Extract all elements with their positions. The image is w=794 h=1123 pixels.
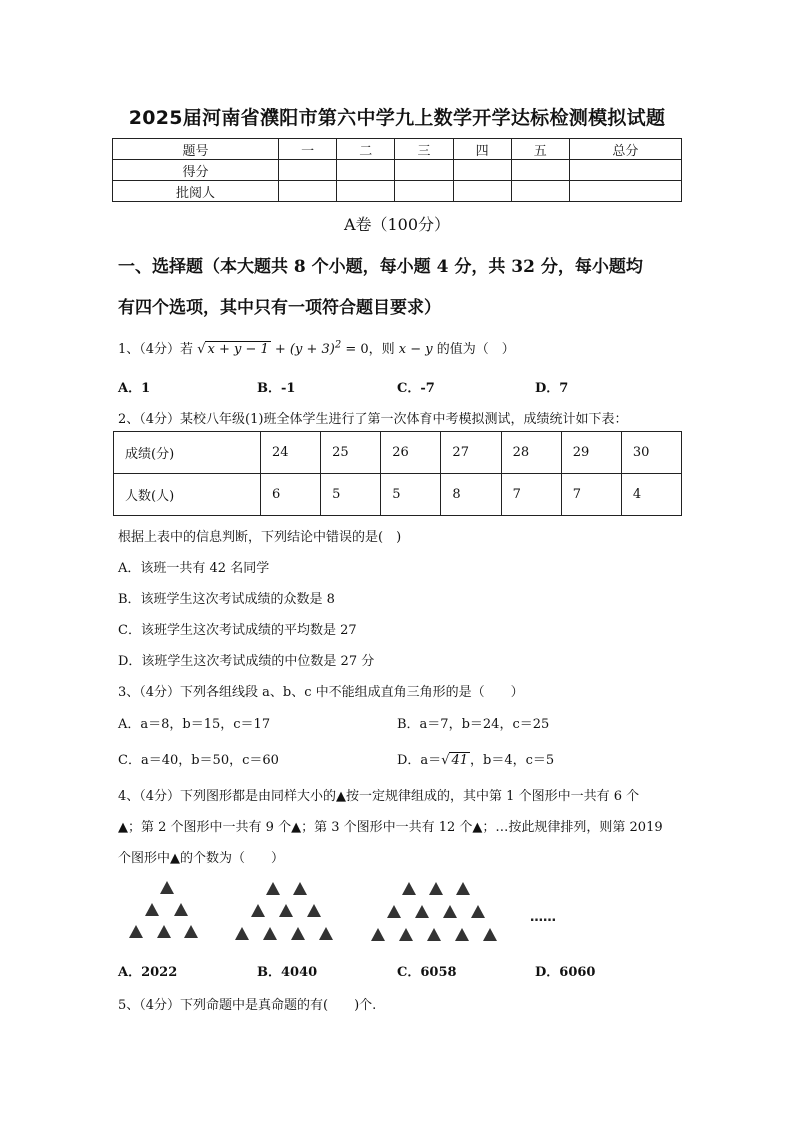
q3-option-d[interactable]: [397, 749, 554, 768]
triangle-icon: [291, 927, 305, 940]
question-3-stem: 3、（4分）下列各组线段 a、b、c 中不能组成直角三角形的是（ ）: [118, 685, 524, 700]
q2-option-b[interactable]: B．该班学生这次考试成绩的众数是 8: [118, 592, 335, 607]
triangle-icon: [455, 928, 469, 941]
grades-count-row: [114, 474, 682, 516]
q3-option-b[interactable]: B．a＝7，b＝24，c＝25: [397, 717, 550, 732]
score-header-cell: 题号: [113, 139, 279, 160]
q1-expression: x − y: [398, 342, 433, 357]
triangle-icon: [429, 882, 443, 895]
score-cell: [395, 160, 453, 181]
question-1-stem: [118, 338, 515, 357]
figures-ellipsis: ……: [530, 910, 556, 925]
score-cell: [279, 181, 337, 202]
question-4-line3: 个图形中▲的个数为（ ）: [118, 851, 284, 866]
triangle-icon: [263, 927, 277, 940]
triangle-pattern-figures: [118, 872, 588, 952]
triangle-icon: [279, 904, 293, 917]
score-header-cell: 一: [279, 139, 337, 160]
grades-cell: 24: [261, 432, 321, 474]
score-table-row: [113, 181, 682, 202]
grades-cell: 5: [321, 474, 381, 516]
triangle-icon: [402, 882, 416, 895]
q3-option-a[interactable]: A．a＝8，b＝15，c＝17: [118, 717, 271, 732]
triangle-icon: [471, 905, 485, 918]
grades-table: [113, 431, 682, 516]
score-header-cell: 四: [453, 139, 511, 160]
triangle-icon: [319, 927, 333, 940]
grades-cell: 25: [321, 432, 381, 474]
grades-row-label: 人数(人): [114, 474, 261, 516]
triangle-icon: [293, 882, 307, 895]
grades-cell: 26: [381, 432, 441, 474]
triangle-icon: [184, 925, 198, 938]
grades-cell: 27: [441, 432, 501, 474]
score-cell: [511, 181, 569, 202]
q1-prefix: 1、（4分）若: [118, 342, 194, 357]
triangle-icon: [387, 905, 401, 918]
score-header-cell: 二: [337, 139, 395, 160]
triangle-icon: [456, 882, 470, 895]
score-cell: [453, 181, 511, 202]
score-cell: [337, 181, 395, 202]
figure-2: [235, 882, 333, 940]
grades-cell: 8: [441, 474, 501, 516]
score-table: [112, 138, 682, 202]
q3-option-d-sqrt: √ 41: [441, 753, 469, 768]
grades-cell: 5: [381, 474, 441, 516]
score-row-label: 得分: [113, 160, 279, 181]
triangle-icon: [371, 928, 385, 941]
q1-option-a[interactable]: A．1: [118, 381, 151, 396]
score-table-row: [113, 160, 682, 181]
q4-option-d[interactable]: D．6060: [535, 965, 596, 980]
question-2-stem: 2、（4分）某校八年级(1)班全体学生进行了第一次体育中考模拟测试，成绩统计如下表：: [118, 412, 628, 427]
score-header-cell: 三: [395, 139, 453, 160]
triangle-icon: [443, 905, 457, 918]
q1-option-d[interactable]: D．7: [535, 381, 569, 396]
grades-cell: 7: [561, 474, 621, 516]
question-4-line1: 4、（4分）下列图形都是由同样大小的▲按一定规律组成的，其中第 1 个图形中一共有 6 个: [118, 789, 640, 804]
question-5-stem: 5、（4分）下列命题中是真命题的有( )个.: [118, 998, 377, 1013]
triangle-icon: [427, 928, 441, 941]
exam-title: 2025届河南省濮阳市第六中学九上数学开学达标检测模拟试题: [128, 107, 666, 129]
q1-radicand: x + y − 1: [207, 342, 269, 357]
q1-sqrt: √ x + y − 1: [197, 342, 269, 357]
triangle-icon: [157, 925, 171, 938]
grades-cell: 6: [261, 474, 321, 516]
score-cell: [569, 181, 681, 202]
score-table-header-row: [113, 139, 682, 160]
triangle-icon: [174, 903, 188, 916]
triangle-icon: [483, 928, 497, 941]
triangle-icon: [235, 927, 249, 940]
q1-exponent: 2: [334, 339, 342, 351]
triangle-icon: [415, 905, 429, 918]
triangle-icon: [145, 903, 159, 916]
q1-option-b[interactable]: B．-1: [257, 381, 296, 396]
score-cell: [511, 160, 569, 181]
triangle-icon: [399, 928, 413, 941]
q4-option-c[interactable]: C．6058: [397, 965, 457, 980]
grades-score-row: [114, 432, 682, 474]
grades-cell: 29: [561, 432, 621, 474]
q4-option-a[interactable]: A．2022: [118, 965, 178, 980]
grades-cell: 30: [621, 432, 681, 474]
q3-option-d-suffix: ，b＝4，c＝5: [470, 753, 555, 768]
question-4-line2: ▲；第 2 个图形中一共有 9 个▲；第 3 个图形中一共有 12 个▲；…按此规律排列，则第 2019: [118, 820, 663, 835]
score-cell: [337, 160, 395, 181]
score-cell: [569, 160, 681, 181]
grades-cell: 4: [621, 474, 681, 516]
q3-option-d-prefix: D．a＝: [397, 753, 442, 768]
score-row-label: 批阅人: [113, 181, 279, 202]
q2-option-c[interactable]: C．该班学生这次考试成绩的平均数是 27: [118, 623, 357, 638]
q3-option-c[interactable]: C．a＝40，b＝50，c＝60: [118, 753, 279, 768]
triangle-icon: [160, 881, 174, 894]
grades-row-label: 成绩(分): [114, 432, 261, 474]
triangle-icon: [307, 904, 321, 917]
score-header-cell: 总分: [569, 139, 681, 160]
figure-1: [129, 881, 198, 938]
score-cell: [453, 160, 511, 181]
q1-suffix: 的值为（ ）: [436, 342, 515, 357]
triangle-icon: [251, 904, 265, 917]
triangle-icon: [129, 925, 143, 938]
score-cell: [395, 181, 453, 202]
q1-square-term: + (y + 3): [274, 342, 335, 357]
part1-heading-line2: 有四个选项，其中只有一项符合题目要求）: [118, 298, 441, 318]
figure-3: [371, 882, 497, 941]
q3-option-d-radicand: 41: [451, 753, 469, 768]
q4-option-b[interactable]: B．4040: [257, 965, 318, 980]
triangle-icon: [266, 882, 280, 895]
score-cell: [279, 160, 337, 181]
grades-cell: 7: [501, 474, 561, 516]
part1-heading-line1: 一、选择题（本大题共 8 个小题，每小题 4 分，共 32 分，每小题均: [118, 257, 643, 277]
q1-rest: = 0，则: [345, 342, 395, 357]
score-header-cell: 五: [511, 139, 569, 160]
question-2-prompt: 根据上表中的信息判断，下列结论中错误的是( ): [118, 530, 402, 545]
q2-option-a[interactable]: A．该班一共有 42 名同学: [118, 561, 270, 576]
grades-cell: 28: [501, 432, 561, 474]
q2-option-d[interactable]: D．该班学生这次考试成绩的中位数是 27 分: [118, 654, 375, 669]
q1-option-c[interactable]: C．-7: [397, 381, 435, 396]
section-a-title: A卷（100分）: [343, 215, 451, 234]
